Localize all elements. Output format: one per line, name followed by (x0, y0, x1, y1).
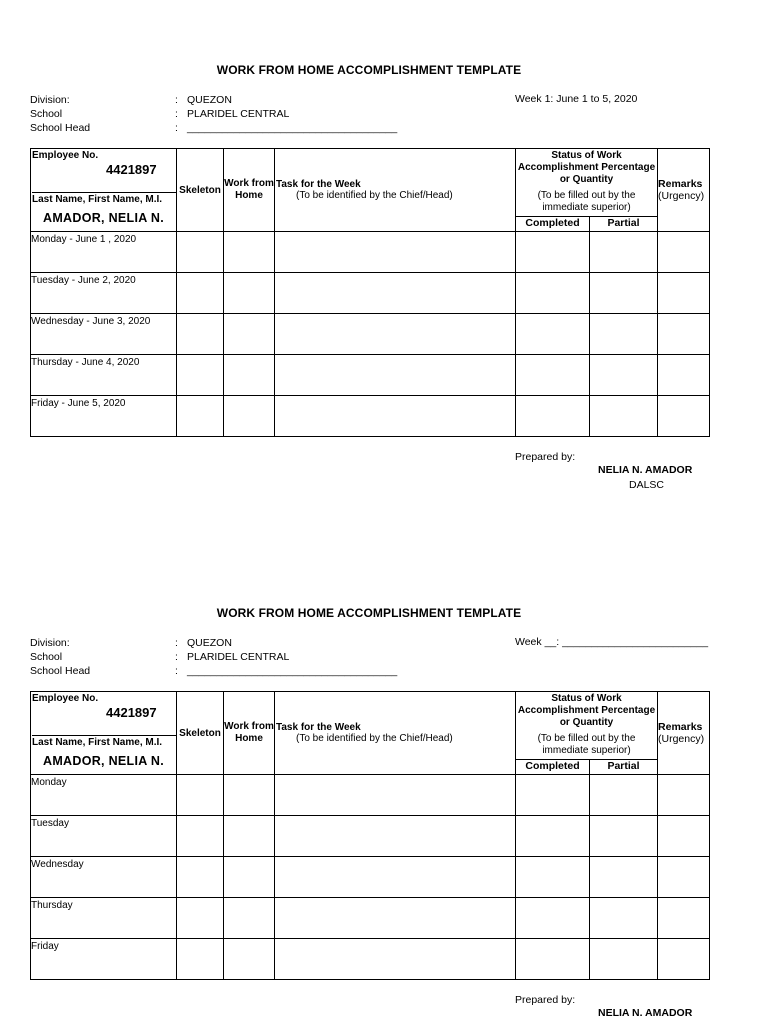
status-header: Status of Work Accomplishment Percentage or Quantity (517, 693, 656, 728)
task-cell[interactable] (275, 898, 516, 939)
partial-cell[interactable] (590, 355, 658, 396)
employee-cell (31, 149, 177, 232)
day-cell (31, 898, 177, 939)
wfh-cell[interactable] (224, 939, 275, 980)
colon: : (175, 94, 178, 106)
wfh-header: Work from Home (224, 149, 275, 232)
table-row (31, 857, 710, 898)
partial-cell[interactable] (590, 816, 658, 857)
completed-cell[interactable] (516, 232, 590, 273)
day-cell (31, 396, 177, 437)
remarks-cell[interactable] (658, 273, 710, 314)
task-header-cell (275, 149, 516, 232)
task-header: Task for the Week (276, 179, 361, 190)
colon: : (175, 637, 178, 649)
school-value: PLARIDEL CENTRAL (187, 651, 290, 663)
remarks-cell[interactable] (658, 816, 710, 857)
task-cell[interactable] (275, 396, 516, 437)
school-head-label: School Head (30, 665, 91, 677)
table-row (31, 939, 710, 980)
skeleton-header: Skeleton (177, 149, 224, 232)
skeleton-cell[interactable] (177, 396, 224, 437)
wfh-cell[interactable] (224, 775, 275, 816)
day-label: Wednesday - June 3, 2020 (31, 316, 151, 327)
wfh-cell[interactable] (224, 273, 275, 314)
task-sub: (To be identified by the Chief/Head) (296, 733, 453, 744)
wfh-cell[interactable] (224, 396, 275, 437)
task-sub: (To be identified by the Chief/Head) (296, 190, 453, 201)
signer-name: NELIA N. AMADOR (598, 464, 693, 476)
name-label: Last Name, First Name, M.I. (32, 192, 176, 205)
status-sub: (To be filled out by the immediate superior) (537, 190, 636, 213)
task-cell[interactable] (275, 232, 516, 273)
task-cell[interactable] (275, 775, 516, 816)
completed-cell[interactable] (516, 898, 590, 939)
remarks-cell[interactable] (658, 857, 710, 898)
colon: : (175, 651, 178, 663)
day-cell (31, 232, 177, 273)
completed-header: Completed (516, 216, 590, 231)
day-cell (31, 355, 177, 396)
skeleton-cell[interactable] (177, 273, 224, 314)
completed-cell[interactable] (516, 939, 590, 980)
week-label: Week 1: June 1 to 5, 2020 (515, 93, 638, 105)
completed-cell[interactable] (516, 775, 590, 816)
partial-header: Partial (590, 759, 658, 774)
partial-cell[interactable] (590, 898, 658, 939)
school-value: PLARIDEL CENTRAL (187, 108, 290, 120)
task-cell[interactable] (275, 816, 516, 857)
prepared-by-label: Prepared by: (515, 994, 576, 1006)
wfh-cell[interactable] (224, 355, 275, 396)
table-row (31, 355, 710, 396)
colon: : (175, 122, 178, 134)
wfh-cell[interactable] (224, 232, 275, 273)
prepared-by-label: Prepared by: (515, 451, 576, 463)
partial-cell[interactable] (590, 857, 658, 898)
completed-cell[interactable] (516, 314, 590, 355)
week-label: Week __: _________________________ (515, 636, 709, 648)
form-title: WORK FROM HOME ACCOMPLISHMENT TEMPLATE (216, 606, 522, 620)
skeleton-cell[interactable] (177, 232, 224, 273)
employee-name: AMADOR, NELIA N. (43, 754, 164, 768)
day-cell (31, 314, 177, 355)
task-cell[interactable] (275, 314, 516, 355)
skeleton-cell[interactable] (177, 898, 224, 939)
table-row (31, 314, 710, 355)
name-label: Last Name, First Name, M.I. (32, 735, 176, 748)
partial-cell[interactable] (590, 314, 658, 355)
school-head-value: ____________________________________ (187, 122, 398, 134)
table-row (31, 898, 710, 939)
table-row (31, 232, 710, 273)
day-label: Tuesday (31, 818, 69, 829)
status-header-cell (516, 692, 658, 760)
division-value: QUEZON (187, 94, 232, 106)
wfh-cell[interactable] (224, 314, 275, 355)
remarks-header-cell (658, 692, 710, 775)
partial-cell[interactable] (590, 939, 658, 980)
colon: : (175, 665, 178, 677)
school-head-label: School Head (30, 122, 91, 134)
partial-cell[interactable] (590, 775, 658, 816)
remarks-cell[interactable] (658, 355, 710, 396)
accomplishment-table (30, 148, 710, 437)
status-header-cell (516, 149, 658, 217)
wfh-header: Work from Home (224, 692, 275, 775)
status-sub: (To be filled out by the immediate superior) (537, 733, 636, 756)
school-label: School (30, 651, 63, 663)
day-cell (31, 273, 177, 314)
employee-no: 4421897 (106, 705, 157, 720)
day-label: Wednesday (31, 859, 84, 870)
day-label: Thursday (31, 900, 73, 911)
skeleton-cell[interactable] (177, 939, 224, 980)
division-label: Division: (30, 94, 70, 106)
skeleton-cell[interactable] (177, 314, 224, 355)
skeleton-cell[interactable] (177, 355, 224, 396)
task-cell[interactable] (275, 355, 516, 396)
division-label: Division: (30, 637, 70, 649)
partial-cell[interactable] (590, 273, 658, 314)
remarks-cell[interactable] (658, 775, 710, 816)
partial-header: Partial (590, 216, 658, 231)
remarks-sub: (Urgency) (658, 190, 705, 202)
table-row (31, 775, 710, 816)
remarks-header-cell (658, 149, 710, 232)
table-row (31, 396, 710, 437)
task-cell[interactable] (275, 273, 516, 314)
wfh-cell[interactable] (224, 898, 275, 939)
remarks-cell[interactable] (658, 314, 710, 355)
wfh-cell[interactable] (224, 816, 275, 857)
completed-header: Completed (516, 759, 590, 774)
day-label: Tuesday - June 2, 2020 (31, 275, 136, 286)
completed-cell[interactable] (516, 355, 590, 396)
day-label: Monday - June 1 , 2020 (31, 234, 137, 245)
partial-cell[interactable] (590, 396, 658, 437)
completed-cell[interactable] (516, 857, 590, 898)
day-cell (31, 775, 177, 816)
wfh-cell[interactable] (224, 857, 275, 898)
skeleton-cell[interactable] (177, 816, 224, 857)
form-title: WORK FROM HOME ACCOMPLISHMENT TEMPLATE (216, 63, 522, 77)
task-cell[interactable] (275, 939, 516, 980)
employee-cell (31, 692, 177, 775)
day-label: Friday - June 5, 2020 (31, 398, 126, 409)
completed-cell[interactable] (516, 396, 590, 437)
colon: : (175, 108, 178, 120)
day-label: Monday (31, 777, 67, 788)
remarks-sub: (Urgency) (658, 733, 705, 745)
school-label: School (30, 108, 63, 120)
signer-position: DALSC (629, 479, 665, 491)
day-label: Thursday - June 4, 2020 (31, 357, 140, 368)
division-value: QUEZON (187, 637, 232, 649)
remarks-cell[interactable] (658, 232, 710, 273)
day-cell (31, 816, 177, 857)
skeleton-cell[interactable] (177, 857, 224, 898)
school-head-value: ____________________________________ (187, 665, 398, 677)
remarks-header: Remarks (658, 178, 703, 190)
day-label: Friday (31, 941, 59, 952)
skeleton-cell[interactable] (177, 775, 224, 816)
accomplishment-table (30, 691, 710, 980)
status-header: Status of Work Accomplishment Percentage or Quantity (517, 150, 656, 185)
table-row (31, 273, 710, 314)
employee-no: 4421897 (106, 162, 157, 177)
task-header-cell (275, 692, 516, 775)
employee-no-label: Employee No. (32, 150, 99, 161)
task-header: Task for the Week (276, 722, 361, 733)
employee-no-label: Employee No. (32, 693, 99, 704)
partial-cell[interactable] (590, 232, 658, 273)
remarks-cell[interactable] (658, 898, 710, 939)
signer-name: NELIA N. AMADOR (598, 1007, 693, 1019)
task-cell[interactable] (275, 857, 516, 898)
remarks-cell[interactable] (658, 396, 710, 437)
completed-cell[interactable] (516, 273, 590, 314)
remarks-header: Remarks (658, 721, 703, 733)
completed-cell[interactable] (516, 816, 590, 857)
table-row (31, 816, 710, 857)
day-cell (31, 939, 177, 980)
skeleton-header: Skeleton (177, 692, 224, 775)
day-cell (31, 857, 177, 898)
remarks-cell[interactable] (658, 939, 710, 980)
employee-name: AMADOR, NELIA N. (43, 211, 164, 225)
